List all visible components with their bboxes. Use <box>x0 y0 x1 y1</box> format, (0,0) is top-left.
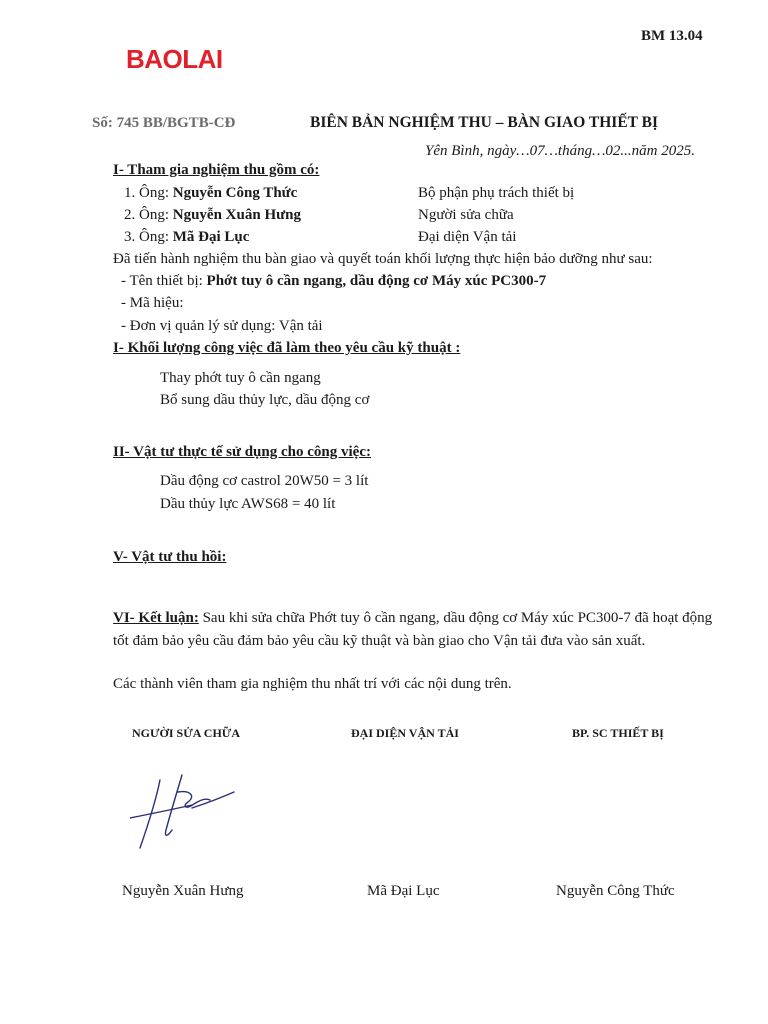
participant-role: Đại diện Vận tải <box>418 229 517 245</box>
work-heading: I- Khối lượng công việc đã làm theo yêu cầu kỹ thuật : <box>113 340 461 356</box>
conclusion-text: Sau khi sửa chữa Phớt tuy ô cần ngang, dầu động cơ Máy xúc PC300-7 đã hoạt động tốt đảm bảo yêu cầu đảm bảo yêu cầu kỹ thuật và bàn giao cho Vận tải đưa vào sản xuất. <box>113 610 713 649</box>
participant-name: Nguyễn Công Thức <box>172 185 298 201</box>
participant-role: Người sửa chữa <box>418 207 514 223</box>
company-logo: BAOLAI <box>126 44 223 74</box>
material-item: Dầu động cơ castrol 20W50 = 3 lít <box>160 473 369 489</box>
participant-row <box>124 207 301 224</box>
signature-title-repairer: NGƯỜI SỬA CHỮA <box>132 726 240 740</box>
signature-name-repairer: Nguyễn Xuân Hưng <box>122 883 244 899</box>
recovered-heading: V- Vật tư thu hồi: <box>113 549 227 565</box>
participant-prefix: 1. Ông: <box>124 185 173 201</box>
document-title: BIÊN BẢN NGHIỆM THU – BÀN GIAO THIẾT BỊ <box>310 114 658 131</box>
place-date: Yên Bình, ngày…07…tháng…02...năm 2025. <box>425 143 695 159</box>
signature-name-equipment: Nguyễn Công Thức <box>556 883 675 899</box>
form-code: BM 13.04 <box>641 28 703 44</box>
equipment-code: - Mã hiệu: <box>121 295 184 311</box>
participant-row <box>124 229 249 246</box>
conclusion-paragraph <box>113 607 713 653</box>
signature-title-transport: ĐẠI DIỆN VẬN TẢI <box>351 726 459 740</box>
handwritten-signature <box>130 770 250 860</box>
participant-prefix: 3. Ông: <box>124 229 173 245</box>
document-number: Số: 745 BB/BGTB-CĐ <box>92 115 236 131</box>
intro-text: Đã tiến hành nghiệm thu bàn giao và quyết toán khối lượng thực hiện bảo dưỡng như sau: <box>113 251 653 267</box>
participant-row <box>124 185 297 202</box>
equipment-unit: - Đơn vị quản lý sử dụng: Vận tải <box>121 318 323 334</box>
material-item: Dầu thủy lực AWS68 = 40 lít <box>160 496 336 512</box>
conclusion-heading: VI- Kết luận: <box>113 610 199 626</box>
work-item: Thay phớt tuy ô cần ngang <box>160 370 321 386</box>
signature-title-equipment: BP. SC THIẾT BỊ <box>572 726 664 740</box>
signature-name-transport: Mã Đại Lục <box>367 883 440 899</box>
participant-name: Nguyễn Xuân Hưng <box>172 207 301 223</box>
equipment-name-label: - Tên thiết bị: <box>121 273 207 289</box>
equipment-name <box>121 273 546 290</box>
equipment-name-value: Phớt tuy ô cần ngang, dầu động cơ Máy xúc PC300-7 <box>206 273 547 289</box>
agreement-text: Các thành viên tham gia nghiệm thu nhất trí với các nội dung trên. <box>113 676 512 692</box>
work-item: Bổ sung dầu thủy lực, dầu động cơ <box>160 392 370 408</box>
participant-role: Bộ phận phụ trách thiết bị <box>418 185 575 201</box>
participant-name: Mã Đại Lục <box>172 229 250 245</box>
participant-prefix: 2. Ông: <box>124 207 173 223</box>
participants-heading: I- Tham gia nghiệm thu gồm có: <box>113 162 320 178</box>
materials-heading: II- Vật tư thực tế sử dụng cho công việc: <box>113 444 371 460</box>
